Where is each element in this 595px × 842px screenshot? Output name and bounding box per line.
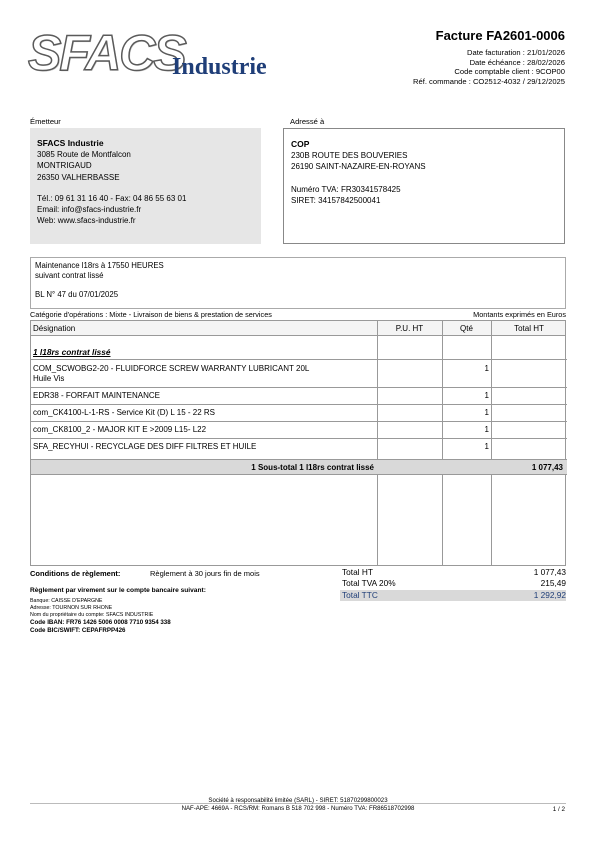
row-qty: 1 <box>484 364 489 373</box>
company-logo-industrie: Industrie <box>172 54 267 80</box>
th-pu-ht: P.U. HT <box>395 324 424 333</box>
bank-proprietaire: Nom du propriétaire du compte: SFACS INDUSTRIE <box>30 612 154 618</box>
emetteur-label: Émetteur <box>30 117 61 126</box>
total-tva-label: Total TVA 20% <box>342 578 396 588</box>
adresse-a-label: Adressé à <box>290 117 325 126</box>
row-designation: COM_SCWOBG2-20 - FLUIDFORCE SCREW WARRANTY LUBRICANT 20L <box>33 364 310 373</box>
total-ht-row <box>340 567 566 578</box>
row-qty: 1 <box>484 391 489 400</box>
sender-name: SFACS Industrie <box>37 138 104 148</box>
bank-banque: Banque: CAISSE D'EPARGNE <box>30 598 103 604</box>
reference-box <box>30 257 566 309</box>
subtotal-value: 1 077,43 <box>531 463 563 472</box>
row-qty: 1 <box>484 442 489 451</box>
sender-address1: 3085 Route de Montfalcon <box>37 150 131 160</box>
recipient-box <box>283 128 565 244</box>
row-designation: com_CK8100_2 - MAJOR KIT E >2009 L15- L22 <box>33 425 207 434</box>
sender-address3: 26350 VALHERBASSE <box>37 172 120 182</box>
total-tva-value: 215,49 <box>540 578 566 588</box>
reference-line3: BL N° 47 du 07/01/2025 <box>35 289 119 299</box>
sender-box <box>30 128 261 244</box>
recipient-siret: SIRET: 34157842500041 <box>291 195 381 205</box>
page-number: 1 / 2 <box>552 806 565 813</box>
montants-text: Montants exprimés en Euros <box>473 310 566 319</box>
footer-line2: NAF-APE: 4669A - RCS/RM: Romans B 518 702 998 - Numéro TVA: FR86518702998 <box>181 805 415 812</box>
total-ttc-value: 1 292,92 <box>533 590 566 600</box>
invoice-code-client: Code comptable client : 9COP00 <box>454 67 565 76</box>
row-designation-detail: Huile Vis <box>33 374 65 383</box>
invoice-ref-commande: Réf. commande : CO2512-4032 / 29/12/2025 <box>413 77 565 86</box>
recipient-name: COP <box>291 139 310 149</box>
sender-email: Email: info@sfacs-industrie.fr <box>37 205 142 215</box>
th-total-ht: Total HT <box>514 324 544 333</box>
total-ht-label: Total HT <box>342 567 373 577</box>
sender-phone-fax: Tél.: 09 61 31 16 40 - Fax: 04 86 55 63 01 <box>37 193 187 203</box>
reference-line2: suivant contrat lissé <box>35 270 104 280</box>
reference-line1: Maintenance l18rs à 17550 HEURES <box>35 261 164 270</box>
sender-address2: MONTRIGAUD <box>37 161 92 171</box>
invoice-date-echeance: Date échéance : 28/02/2026 <box>469 57 565 67</box>
section-title: 1 l18rs contrat lissé <box>33 347 111 357</box>
subtotal-row <box>31 459 567 475</box>
subtotal-label: 1 Sous-total 1 l18rs contrat lissé <box>251 463 374 472</box>
bank-bic: Code BIC/SWIFT: CEPAFRPP426 <box>30 627 126 634</box>
bank-title: Règlement par virement sur le compte bancaire suivant: <box>30 587 206 594</box>
invoice-lines-table <box>30 320 566 566</box>
categorie-text: Catégorie d'opérations : Mixte - Livraison de biens & prestation de services <box>30 310 272 319</box>
conditions-label: Conditions de règlement: <box>30 569 121 578</box>
th-designation: Désignation <box>33 324 76 333</box>
recipient-address2: 26190 SAINT-NAZAIRE-EN-ROYANS <box>291 162 426 172</box>
category-line <box>30 310 566 319</box>
sender-web: Web: www.sfacs-industrie.fr <box>37 216 136 226</box>
total-ttc-label: Total TTC <box>342 590 378 600</box>
invoice-date-facturation: Date facturation : 21/01/2026 <box>467 48 565 57</box>
total-tva-row <box>340 578 566 589</box>
row-designation: SFA_RECYHUI - RECYCLAGE DES DIFF FILTRES ET HUILE <box>33 442 257 451</box>
footer-line1: Société à responsabilité limitée (SARL) - SIRET: 51870299800023 <box>208 797 388 804</box>
recipient-tva: Numéro TVA: FR30341578425 <box>291 184 401 194</box>
th-qte: Qté <box>460 324 473 333</box>
invoice-title: Facture FA2601-0006 <box>435 28 565 43</box>
company-logo-sfacs: SFACS <box>28 25 185 81</box>
total-ht-value: 1 077,43 <box>533 567 566 577</box>
row-designation: EDR38 - FORFAIT MAINTENANCE <box>33 391 160 400</box>
bank-iban: Code IBAN: FR76 1426 5006 0008 7710 9354 338 <box>30 619 171 626</box>
conditions-value: Règlement à 30 jours fin de mois <box>150 569 260 578</box>
bank-adresse: Adresse: TOURNON SUR RHONE <box>30 605 113 611</box>
row-qty: 1 <box>484 425 489 434</box>
recipient-address1: 230B ROUTE DES BOUVERIES <box>291 151 408 161</box>
total-ttc-row <box>340 590 566 601</box>
row-designation: com_CK4100-L-1-RS - Service Kit (D) L 15 - 22 RS <box>33 408 215 417</box>
row-qty: 1 <box>484 408 489 417</box>
